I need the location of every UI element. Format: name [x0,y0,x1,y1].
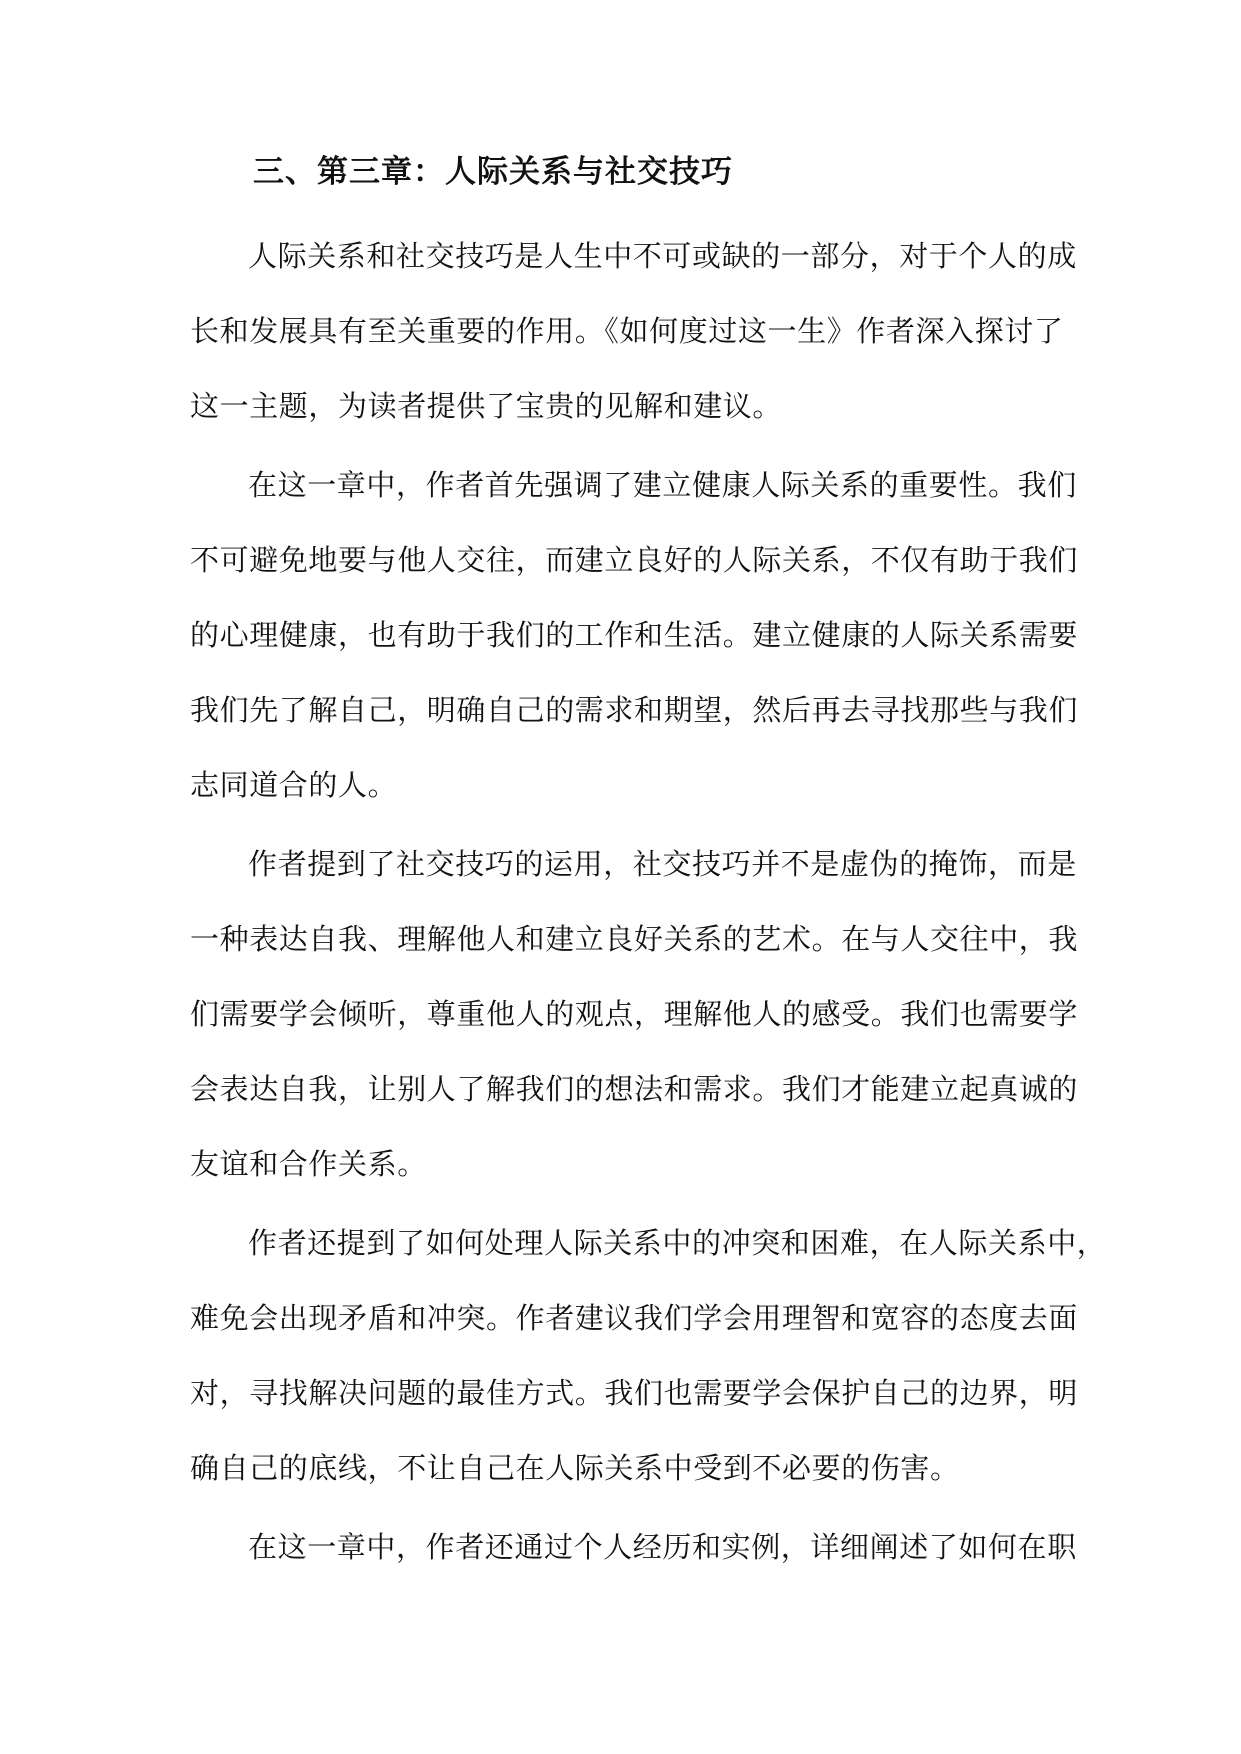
paragraph-3-line-4: 会表达自我，让别人了解我们的想法和需求。我们才能建立起真诚的 [190,1072,1079,1106]
paragraph-4-line-2: 难免会出现矛盾和冲突。作者建议我们学会用理智和宽容的态度去面 [190,1301,1079,1335]
chapter-heading: 三、第三章：人际关系与社交技巧 [253,154,733,190]
paragraph-4-line-3: 对，寻找解决问题的最佳方式。我们也需要学会保护自己的边界，明 [190,1376,1079,1410]
paragraph-4-line-1: 作者还提到了如何处理人际关系中的冲突和困难，在人际关系中， [248,1226,1107,1260]
paragraph-2-line-5: 志同道合的人。 [190,768,398,802]
paragraph-1-line-3: 这一主题，为读者提供了宝贵的见解和建议。 [190,389,783,423]
paragraph-3-line-2: 一种表达自我、理解他人和建立良好关系的艺术。在与人交往中，我 [190,922,1079,956]
paragraph-1-line-1: 人际关系和社交技巧是人生中不可或缺的一部分，对于个人的成 [248,239,1077,273]
paragraph-2-line-3: 的心理健康，也有助于我们的工作和生活。建立健康的人际关系需要 [190,618,1079,652]
paragraph-4-line-4: 确自己的底线，不让自己在人际关系中受到不必要的伤害。 [190,1451,960,1485]
paragraph-5-line-1: 在这一章中，作者还通过个人经历和实例，详细阐述了如何在职 [248,1530,1077,1564]
paragraph-2-line-4: 我们先了解自己，明确自己的需求和期望，然后再去寻找那些与我们 [190,693,1079,727]
paragraph-2-line-2: 不可避免地要与他人交往，而建立良好的人际关系，不仅有助于我们 [190,543,1079,577]
paragraph-2-line-1: 在这一章中，作者首先强调了建立健康人际关系的重要性。我们 [248,468,1077,502]
paragraph-3-line-5: 友谊和合作关系。 [190,1147,427,1181]
paragraph-3-line-1: 作者提到了社交技巧的运用，社交技巧并不是虚伪的掩饰，而是 [248,847,1077,881]
paragraph-3-line-3: 们需要学会倾听，尊重他人的观点，理解他人的感受。我们也需要学 [190,997,1079,1031]
paragraph-1-line-2: 长和发展具有至关重要的作用。《如何度过这一生》作者深入探讨了 [190,314,1064,348]
